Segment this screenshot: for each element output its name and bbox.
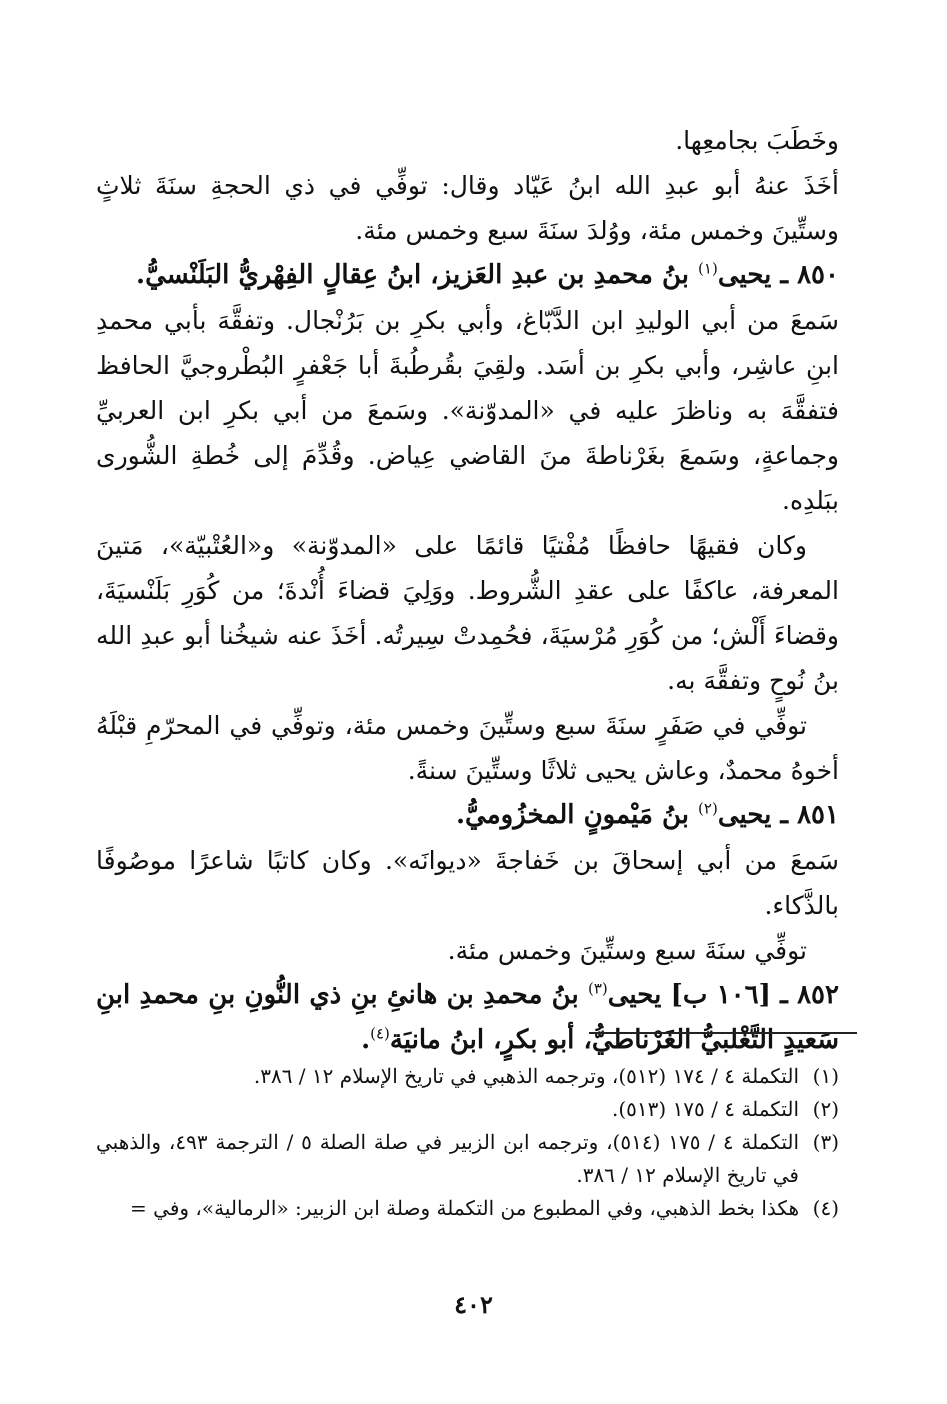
footnote-number: (٤) xyxy=(812,1196,839,1220)
paragraph: توفِّي سنَةَ سبع وستِّينَ وخمس مئة. xyxy=(447,936,807,965)
footnote-ref: (٤) xyxy=(370,1024,390,1043)
entry-name: يحيى xyxy=(717,260,772,290)
paragraph: سَمعَ من أبي إسحاقَ بن خَفاجةَ «ديوانَه». وكان كاتبًا شاعرًا موصُوفًا بالذَّكاء. xyxy=(96,846,839,920)
footnote xyxy=(96,1192,839,1225)
main-text xyxy=(96,118,839,1063)
entry-end: . xyxy=(361,1025,371,1055)
footnote-number: (١) xyxy=(812,1064,839,1088)
footnote-text: التكملة ٤ / ١٧٥ (٥١٤)، وترجمه ابن الزبير في صلة الصلة ٥ / الترجمة ٤٩٣، والذهبي في تاريخ الإسلام ١٢ / ٣٨٦. xyxy=(96,1130,800,1187)
paragraph: أخَذَ عنهُ أبو عبدِ الله ابنُ عَيّاد وقال: توفِّي في ذي الحجةِ سنَةَ ثلاثٍ وستِّينَ وخمس مئة، ووُلدَ سنَةَ سبع وخمس مئة. xyxy=(96,171,839,245)
entry-name: يحيى xyxy=(607,980,662,1010)
footnote-number: (٣) xyxy=(812,1130,839,1154)
paragraph: سَمعَ من أبي الوليدِ ابن الدَّبّاغ، وأبي بكرِ بن بَرُنْجال. وتفقَّهَ بأبي محمدِ ابنِ عاشِر، وأبي بكرِ بن أسَد. ولقِيَ بقُرطُبةَ أبا جَعْفرٍ البُطْروجيَّ الحافظ فتفقَّهَ به وناظرَ عليه في «المدوّنة». وسَمعَ من أبي بكرِ ابن العربيِّ وجماعةٍ، وسَمعَ بغَرْناطةَ منَ القاضي عِياض. وقُدِّمَ إلى خُطةِ الشُّورى ببَلدِه. xyxy=(96,306,839,515)
entry-number: ٨٥١ ـ xyxy=(780,800,839,830)
footnote-ref: (٢) xyxy=(698,799,718,818)
footnote xyxy=(96,1126,839,1192)
entry-name-rest: بنُ محمدِ بن عبدِ العَزيز، ابنُ عِقالٍ الفِهْريُّ البَلَنْسيُّ. xyxy=(136,260,699,290)
paragraph: توفِّي في صَفَرٍ سنَةَ سبع وستِّينَ وخمس مئة، وتوفِّي في المحرّمِ قبْلَهُ أخوهُ محمدٌ، وعاش يحيى ثلاثًا وستِّينَ سنةً. xyxy=(96,711,839,785)
entry-name-rest: بنُ محمدِ بن هانئِ بنِ ذي النُّونِ بنِ محمدِ ابنِ سَعيدٍ التَّغْلبيُّ الغَرْناطيُّ، أبو بكرٍ، ابنُ مانيَة xyxy=(96,980,839,1055)
paragraph: وكان فقيهًا حافظًا مُفْتيًا قائمًا على «المدوّنة» و«العُتْبيّة»، مَتينَ المعرفة، عاكفًا على عقدِ الشُّروط. ووَلِيَ قضاءَ أُنْدةَ؛ من كُوَرِ بَلَنْسيَةَ، وقضاءَ أَلْش؛ من كُوَرِ مُرْسيَةَ، فحُمِدتْ سِيرتُه. أخَذَ عنه شيخُنا أبو عبدِ الله بنُ نُوحٍ وتفقَّهَ به. xyxy=(96,531,839,695)
entry-name: يحيى xyxy=(717,800,772,830)
entry-heading-852 xyxy=(96,973,839,1063)
entry-heading-851 xyxy=(96,793,839,838)
footnote-text: هكذا بخط الذهبي، وفي المطبوع من التكملة وصلة ابن الزبير: «الرمالية»، وفي = xyxy=(130,1196,799,1220)
footnote-number: (٢) xyxy=(812,1097,839,1121)
footnote xyxy=(96,1060,839,1093)
entry-number: ٨٥٢ ـ [١٠٦ ب] xyxy=(670,980,839,1010)
footnote-text: التكملة ٤ / ١٧٤ (٥١٢)، وترجمه الذهبي في تاريخ الإسلام ١٢ / ٣٨٦. xyxy=(253,1064,799,1088)
paragraph: وخَطَبَ بجامعِها. xyxy=(675,126,839,155)
footnote-separator xyxy=(589,1032,857,1034)
footnote-ref: (٣) xyxy=(587,979,608,998)
footnote-ref: (١) xyxy=(698,259,718,278)
footnote-text: التكملة ٤ / ١٧٥ (٥١٣). xyxy=(611,1097,799,1121)
footnote xyxy=(96,1093,839,1126)
footnotes xyxy=(96,1060,839,1225)
entry-name-rest: بنُ مَيْمونٍ المخزُوميُّ. xyxy=(456,800,699,830)
entry-heading-850 xyxy=(96,253,839,298)
page-number: ٤٠٢ xyxy=(454,1290,493,1319)
entry-number: ٨٥٠ ـ xyxy=(780,260,839,290)
